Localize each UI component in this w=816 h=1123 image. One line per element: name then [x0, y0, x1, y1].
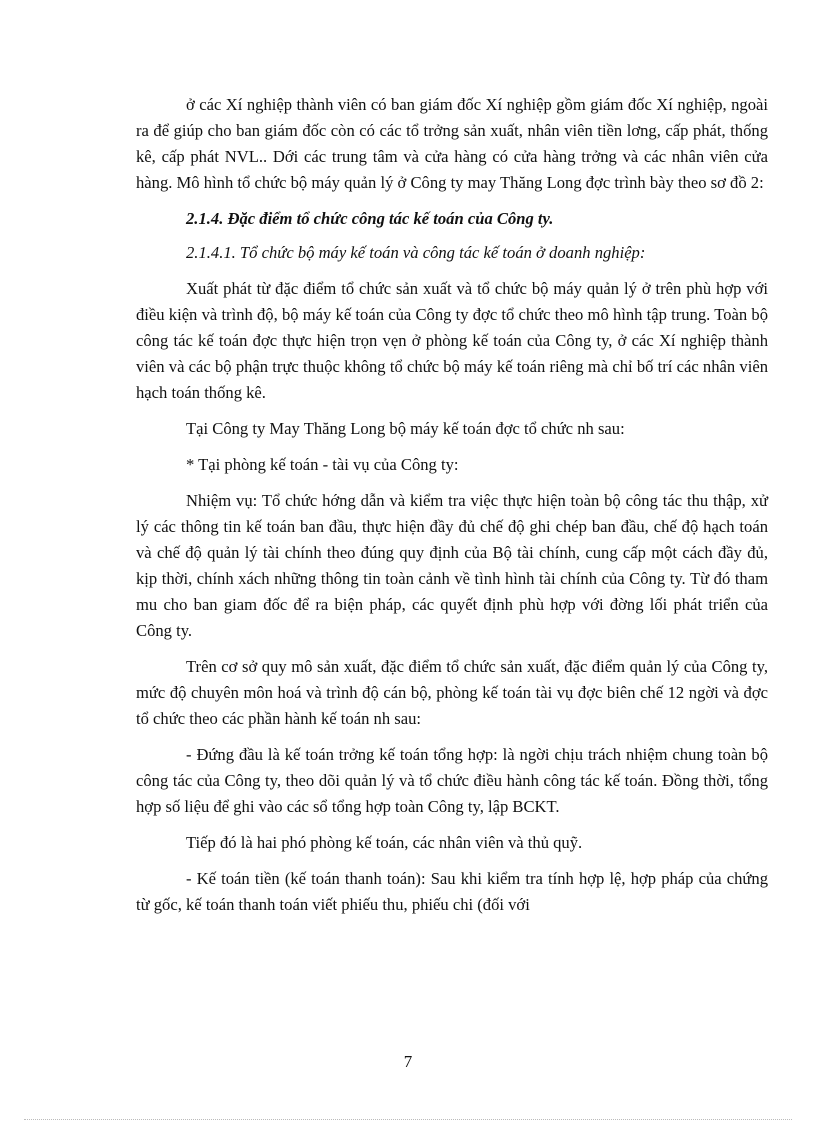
- subsection-heading: 2.1.4.1. Tổ chức bộ máy kế toán và công tác kế toán ở doanh nghiệp:: [186, 243, 646, 262]
- paragraph: - Kế toán tiền (kế toán thanh toán): Sau khi kiểm tra tính hợp lệ, hợp pháp của chứng từ gốc, kế toán thanh toán viết phiếu thu, phiếu chi (đối với: [136, 869, 768, 914]
- paragraph: Nhiệm vụ: Tổ chức hớng dẫn và kiểm tra việc thực hiện toàn bộ công tác thu thập, xử lý các thông tin kế toán ban đầu, thực hiện đầy đủ chế độ ghi chép ban đầu, chế độ hạch toán và chế độ quản lý tài chính theo đúng quy định của Bộ tài chính, cung cấp một cách đầy đủ, kịp thời, chính xách những thông tin toàn cảnh về tình hình tài chính của Công ty. Từ đó tham mu cho ban giam đốc để ra biện pháp, các quyết định phù hợp với đờng lối phát triển của Công ty.: [136, 491, 768, 640]
- section-heading: 2.1.4. Đặc điểm tổ chức công tác kế toán của Công ty.: [186, 209, 554, 228]
- paragraph: Xuất phát từ đặc điểm tổ chức sản xuất và tổ chức bộ máy quản lý ở trên phù hợp với điều kiện và trình độ, bộ máy kế toán của Công ty đợc tổ chức theo mô hình tập trung. Toàn bộ công tác kế toán đợc thực hiện trọn vẹn ở phòng kế toán của Công ty, ở các Xí nghiệp thành viên và các bộ phận trực thuộc không tổ chức bộ máy kế toán riêng mà chỉ bố trí các nhân viên hạch toán thống kê.: [136, 279, 768, 402]
- paragraph: Trên cơ sở quy mô sản xuất, đặc điểm tổ chức sản xuất, đặc điểm quản lý của Công ty, mức độ chuyên môn hoá và trình độ cán bộ, phòng kế toán tài vụ đợc biên chế 12 ngời và đợc tổ chức theo các phần hành kế toán nh sau:: [136, 657, 768, 728]
- page-content: [136, 92, 768, 928]
- paragraph: Tiếp đó là hai phó phòng kế toán, các nhân viên và thủ quỹ.: [186, 833, 583, 852]
- paragraph: Tại Công ty May Thăng Long bộ máy kế toán đợc tổ chức nh sau:: [186, 419, 625, 438]
- paragraph: * Tại phòng kế toán - tài vụ của Công ty:: [186, 455, 459, 474]
- page-bottom-border: [24, 1119, 792, 1120]
- paragraph: ở các Xí nghiệp thành viên có ban giám đốc Xí nghiệp gồm giám đốc Xí nghiệp, ngoài ra để giúp cho ban giám đốc còn có các tổ trởng sản xuất, nhân viên tiền lơng, cấp phát, thống kê, cấp phát NVL.. Dới các trung tâm và cửa hàng có cửa hàng trởng và các nhân viên cửa hàng. Mô hình tổ chức bộ máy quản lý ở Công ty may Thăng Long đợc trình bày theo sơ đồ 2:: [136, 95, 768, 192]
- paragraph: - Đứng đầu là kế toán trởng kế toán tổng hợp: là ngời chịu trách nhiệm chung toàn bộ công tác của Công ty, theo dõi quản lý và tổ chức điều hành công tác kế toán. Đồng thời, tổng hợp số liệu để ghi vào các sổ tổng hợp toàn Công ty, lập BCKT.: [136, 745, 768, 816]
- page-number: 7: [403, 1052, 413, 1071]
